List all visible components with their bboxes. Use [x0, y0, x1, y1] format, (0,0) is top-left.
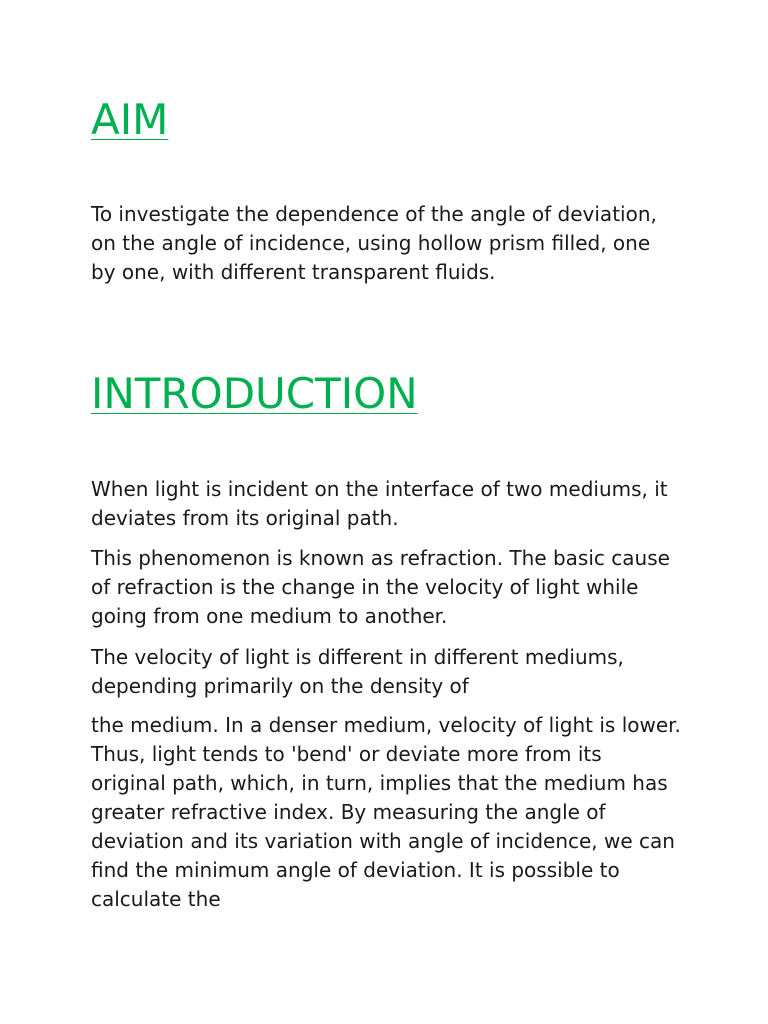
aim-paragraph: To investigate the dependence of the angle of deviation, on the angle of incidence, using hollow prism filled, one by one, with different transparent fluids. — [91, 202, 657, 284]
intro-paragraph-1: When light is incident on the interface of two mediums, it deviates from its original path. — [91, 477, 668, 530]
intro-paragraph-3: The velocity of light is different in different mediums, depending primarily on the density of — [91, 645, 624, 698]
intro-paragraph-2: This phenomenon is known as refraction. The basic cause of refraction is the change in the velocity of light while going from one medium to another. — [91, 546, 670, 628]
intro-paragraph-4: the medium. In a denser medium, velocity of light is lower. Thus, light tends to 'bend' or deviate more from its original path, which, in turn, implies that the medium has greater refractive index. By measuring the angle of deviation and its variation with angle of incidence, we can find the minimum angle of deviation. It is possible to calculate the — [91, 713, 681, 911]
introduction-heading: INTRODUCTION — [91, 369, 418, 418]
aim-heading: AIM — [91, 95, 169, 144]
